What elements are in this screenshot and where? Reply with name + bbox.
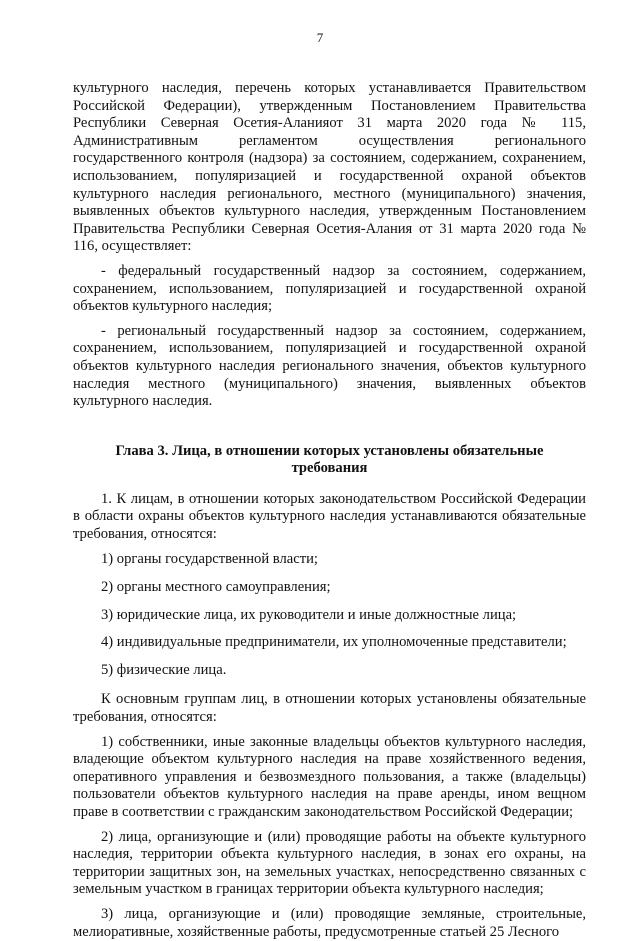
groups-intro: К основным группам лиц, в отношении которых установлены обязательные требования, относятся: [73, 691, 586, 726]
section-intro: 1. К лицам, в отношении которых законодательством Российской Федерации в области охраны объектов культурного наследия устанавливаются обязательные требования, относятся: [73, 490, 586, 542]
group-item: 2) лица, организующие и (или) проводящие работы на объекте культурного наследия, территории объекта культурного наследия, в зонах его охраны, на территории защитных зон, на земельных участках, непосредственно связанных с земельным участком в границах территории объекта культурного наследия; [73, 828, 586, 898]
list-item: 1) органы государственной власти; [101, 551, 318, 568]
group-item: 1) собственники, иные законные владельцы объектов культурного наследия, владеющие объектом культурного наследия на праве хозяйственного ведения, оперативного управления и безвозмездного пользования, а также (владельцы) пользователи объектов культурного наследия на праве аренды, ином вещном праве в соответствии с гражданским законодательством Российской Федерации; [73, 733, 586, 820]
paragraph-oversight-bodies: культурного наследия, перечень которых устанавливается Правительством Российской Федерации), утвержденным Постановлением Правительства Республики Северная Осетия-Аланияот 31 марта 2020 года № 115, Административным регламентом осуществления регионального государственного контроля (надзора) за состоянием, содержанием, сохранением, использованием, популяризацией и государственной охраной объектов культурного наследия регионального, местного (муниципального) значения, выявленных объектов культурного наследия, утвержденным Постановлением Правительства Республики Северная Осетия-Алания от 31 марта 2020 года № 116, осуществляет: [73, 80, 586, 255]
group-item: 3) лица, организующие и (или) проводящие земляные, строительные, мелиоративные, хозяйственные работы, предусмотренные статьей 25 Лесного [73, 905, 586, 940]
list-item: 4) индивидуальные предприниматели, их уполномоченные представители; [101, 634, 567, 651]
paragraph-regional-oversight: - региональный государственный надзор за состоянием, содержанием, сохранением, использованием, популяризацией и государственной охраной объектов культурного наследия регионального значения, объектов культурного наследия местного (муниципального) значения, выявленных объектов культурного наследия. [73, 322, 586, 410]
paragraph-federal-oversight: - федеральный государственный надзор за состоянием, содержанием, сохранением, использованием, популяризацией и государственной охраной объектов культурного наследия; [73, 262, 586, 315]
document-body [73, 80, 586, 941]
list-item: 3) юридические лица, их руководители и иные должностные лица; [101, 606, 517, 623]
list-item: 5) физические лица. [101, 661, 227, 678]
page-number: 7 [316, 30, 324, 45]
list-item: 2) органы местного самоуправления; [101, 579, 331, 596]
chapter-heading: Глава 3. Лица, в отношении которых установлены обязательные требования [115, 442, 544, 476]
